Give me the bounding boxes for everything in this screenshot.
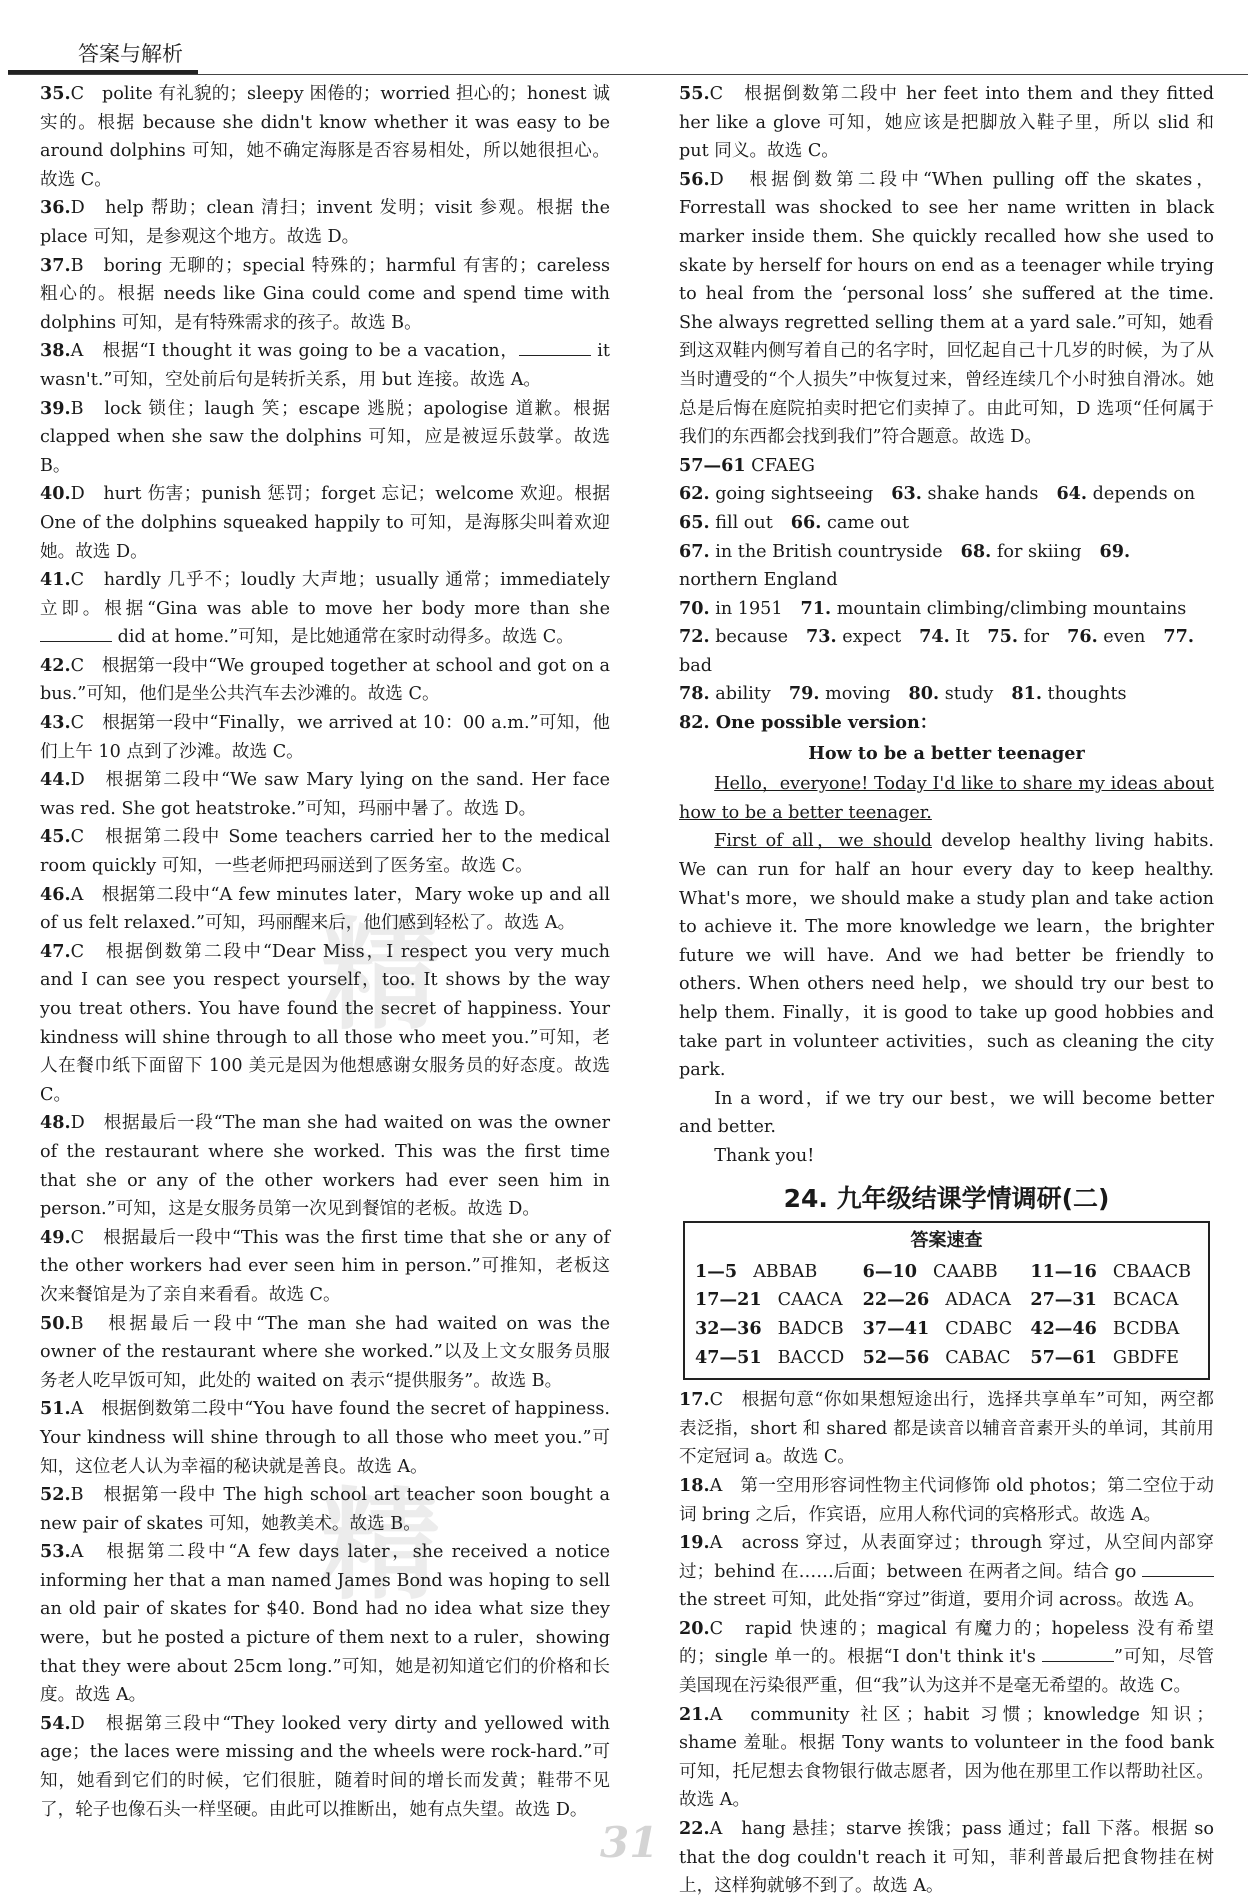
answer-blank <box>1142 1560 1214 1577</box>
answer-letters: ADACA <box>945 1290 1011 1311</box>
item-number: 55. <box>679 83 710 104</box>
fill-answer <box>801 599 1187 619</box>
fill-text: CFAEG <box>751 455 815 476</box>
answer-item <box>40 652 610 709</box>
header-title: 答案与解析 <box>78 42 183 66</box>
item-text: A 根据第二段中“A few minutes later，Mary woke up and all of us felt relaxed.”可知，玛丽醒来后，他们感到轻松了。故选 A。 <box>40 884 610 934</box>
answer-range: 11—16 <box>1030 1260 1097 1282</box>
answer-letters: BADCB <box>777 1318 844 1339</box>
answer-letters: CABAC <box>945 1347 1011 1368</box>
item-text: B 根据第一段中 The high school art teacher soon bought a new pair of skates 可知，她教美术。故选 B。 <box>40 1485 610 1534</box>
answer-blank <box>40 625 112 642</box>
fill-text: bad <box>679 655 713 676</box>
fill-number: 63. <box>891 483 922 505</box>
answer-letters: ABBAB <box>753 1261 818 1282</box>
fill-line <box>679 538 1214 595</box>
fill-text: going sightseeing <box>715 484 874 505</box>
answer-cell <box>863 1315 1031 1344</box>
fill-line <box>679 595 1214 624</box>
fill-number: 79. <box>788 683 820 705</box>
essay-paragraph <box>679 827 1214 1084</box>
answer-cell <box>1030 1315 1198 1344</box>
item-text: B 根据最后一段中“The man she had waited on was the owner of the restaurant where she worked.”以及上文女服务员服务老人吃早饭可知，此处的 waited on 表示“提供服务”。故选 B。 <box>40 1313 610 1391</box>
item-number: 39. <box>40 397 71 419</box>
fill-number: 75. <box>987 626 1018 648</box>
left-column <box>40 80 610 1824</box>
answer-item <box>40 938 610 1110</box>
fill-number: 81. <box>1011 683 1042 705</box>
answer-cell <box>863 1344 1031 1373</box>
answer-cell <box>1030 1286 1198 1315</box>
answer-item <box>679 1615 1214 1701</box>
fill-line <box>679 680 1214 709</box>
item-number: 42. <box>40 654 71 676</box>
fill-number: 66. <box>790 511 822 533</box>
answer-box-title: 答案速查 <box>910 1230 983 1252</box>
item-number: 20. <box>679 1617 710 1639</box>
fill-answer <box>679 513 773 533</box>
fill-text: for skiing <box>996 541 1082 562</box>
fill-answer <box>909 684 994 704</box>
fill-text: came out <box>826 512 910 533</box>
item-number: 22. <box>679 1818 710 1840</box>
answer-item <box>679 80 1214 166</box>
item-number: 44. <box>40 769 71 791</box>
section-title: 24. 九年级结课学情调研(二) <box>783 1183 1110 1213</box>
fill-number: 65. <box>679 511 710 533</box>
answer-item <box>40 1481 610 1538</box>
item-text: A community 社区；habit 习惯；knowledge 知识；shame 羞耻。根据 Tony wants to volunteer in the food bank 可知，托尼想去食物银行做志愿者，因为他在那里工作以帮助社区。故选 A。 <box>679 1704 1214 1811</box>
item-number: 40. <box>40 483 71 505</box>
item-text: C 根据最后一段中“This was the first time that she or any of the other workers had ever seen him in person.”可推知，老板这次来餐馆是为了亲自来看看。故选 C。 <box>40 1227 610 1305</box>
fill-answers <box>679 452 1214 709</box>
item-number: 21. <box>679 1703 710 1725</box>
essay-p2b: develop healthy living habits. We can run for half an hour every day to keep healthy. What's more，we should make a study plan and take action to achieve it. The more knowledge we learn，the brighter future we will have. And we had better be friendly to others. When others need help，we should try our best to help them. Finally，it is good to take up good hobbies and take part in volunteer activities，such as cleaning the city park. <box>679 831 1214 1081</box>
answer-letters: BACCD <box>777 1347 845 1368</box>
answer-item <box>40 709 610 766</box>
fill-answer <box>679 684 771 704</box>
fill-text: even <box>1103 627 1146 648</box>
item-number: 47. <box>40 940 71 962</box>
item-text: C rapid 快速的；magical 有魔力的；hopeless 没有希望的；single 单一的。根据“I don't think it's ”可知，尽管美国现在污染很严重，但“我”认为这并不是毫无希望的。故选 C。 <box>679 1618 1214 1697</box>
item-text: C 根据第二段中 Some teachers carried her to the medical room quickly 可知，一些老师把玛丽送到了医务室。故选 C。 <box>40 827 610 877</box>
item-text: A 根据倒数第二段中“You have found the secret of happiness. Your kindness will shine through to all those who meet you.”可知，这位老人认为幸福的秘诀就是善良。故选 A。 <box>40 1399 610 1477</box>
item-text: A 根据第二段中“A few days later，she received a notice informing her that a man named James Bond was hoping to sell an old pair of skates for $40. Bond had no idea what size they were，but he posted a picture of them next to a ruler，showing that they were about 25cm long.”可知，她是初知道它们的价格和长度。故选 A。 <box>40 1542 610 1706</box>
item-text: D hurt 伤害；punish 惩罚；forget 忘记；welcome 欢迎。根据 One of the dolphins squeaked happily to 可知，是海豚尖叫着欢迎她。故选 D。 <box>40 484 610 562</box>
essay-title: How to be a better teenager <box>808 742 1085 764</box>
answer-item <box>679 1472 1214 1529</box>
answer-item <box>40 480 610 566</box>
item-text: C 根据第一段中“We grouped together at school and got on a bus.”可知，他们是坐公共汽车去沙滩的。故选 C。 <box>40 655 610 705</box>
essay-label: 82. One possible version： <box>679 712 938 734</box>
answer-cell <box>695 1344 863 1373</box>
answer-letters: GBDFE <box>1112 1347 1180 1368</box>
item-text: C 根据句意“你如果想短途出行，选择共享单车”可知，两空都表泛指，short 和 shared 都是读音以辅音音素开头的单词，其前用不定冠词 a。故选 C。 <box>679 1390 1214 1468</box>
fill-number: 62. <box>679 483 710 505</box>
answer-range: 37—41 <box>862 1317 930 1339</box>
fill-line <box>679 509 1214 538</box>
fill-answer <box>961 542 1082 562</box>
answer-item <box>40 566 610 652</box>
fill-text: thoughts <box>1047 684 1127 705</box>
item-number: 36. <box>40 197 71 219</box>
fill-text: ability <box>715 684 771 705</box>
answer-item <box>40 1224 610 1310</box>
fill-number: 77. <box>1163 626 1195 648</box>
essay-paragraph: Thank you! <box>714 1145 815 1166</box>
item-text: C polite 有礼貌的；sleepy 困倦的；worried 担心的；honest 诚实的。根据 because she didn't know whether it was easy to be around dolphins 可知，她不确定海豚是否容易相处，所以她很担心。故选 C。 <box>40 84 610 190</box>
answer-item <box>40 1538 610 1710</box>
item-number: 56. <box>679 168 710 190</box>
essay-p1: Hello，everyone! Today I'd like to share my ideas about how to be a better teenager. <box>679 774 1214 823</box>
item-text: A 根据“I thought it was going to be a vacation， it wasn't.”可知，空处前后句是转折关系，用 but 连接。故选 A。 <box>40 341 611 390</box>
answer-range: 17—21 <box>695 1289 762 1311</box>
item-number: 45. <box>40 826 71 848</box>
answer-item <box>40 194 610 251</box>
fill-text: because <box>715 627 788 648</box>
essay-paragraph: In a word，if we try our best，we will become better and better. <box>679 1088 1214 1138</box>
fill-answer <box>1011 684 1126 704</box>
answer-range: 47—51 <box>695 1346 762 1368</box>
answer-letters: CAACA <box>777 1290 843 1311</box>
answer-cell <box>695 1258 863 1287</box>
answer-range: 57—61 <box>1030 1346 1097 1368</box>
item-text: D 根据第三段中“They looked very dirty and yellowed with age；the laces were missing and the wheels were rock-hard.”可知，她看到它们的时候，它们很脏，随着时间的增长而发黄；鞋带不见了，轮子也像石头一样坚硬。由此可以推断出，她有点失望。故选 D。 <box>40 1713 610 1820</box>
answer-item <box>40 1395 610 1481</box>
item-text: C 根据倒数第二段中 her feet into them and they fitted her like a glove 可知，她应该是把脚放入鞋子里，所以 slid 和 put 同义。故选 C。 <box>679 84 1214 162</box>
item-number: 18. <box>679 1474 710 1496</box>
fill-number: 74. <box>919 626 950 648</box>
fill-answer <box>791 513 909 533</box>
fill-line <box>679 623 1214 680</box>
answer-blank <box>1042 1645 1114 1662</box>
fill-answer <box>789 684 891 704</box>
fill-text: shake hands <box>927 484 1039 505</box>
item-number: 43. <box>40 712 71 734</box>
item-number: 51. <box>40 1398 71 1420</box>
answer-grid <box>695 1258 1198 1372</box>
right-column <box>679 80 1214 1901</box>
watermark-top: 精 <box>320 907 450 1046</box>
item-number: 49. <box>40 1226 71 1248</box>
item-number: 41. <box>40 569 71 591</box>
fill-number: 76. <box>1067 626 1098 648</box>
answer-letters: BCDBA <box>1112 1318 1180 1339</box>
fill-text: depends on <box>1092 484 1196 505</box>
answer-item <box>679 1701 1214 1815</box>
item-number: 37. <box>40 254 71 276</box>
header-rule <box>8 74 1248 75</box>
answer-cell <box>695 1315 863 1344</box>
answer-item <box>40 1310 610 1396</box>
fill-number: 78. <box>679 683 710 705</box>
answer-item <box>679 166 1214 452</box>
fill-number: 71. <box>800 597 832 619</box>
answer-letters: BCACA <box>1112 1290 1179 1311</box>
answer-range: 42—46 <box>1030 1317 1097 1339</box>
fill-answer <box>679 627 788 647</box>
answer-cell <box>863 1286 1031 1315</box>
fill-line <box>679 452 1214 481</box>
answer-item <box>40 1109 610 1223</box>
item-text: C 根据倒数第二段中“Dear Miss，I respect you very much and I can see you respect yourself，too. It shows by the way you treat others. You have found the secret of happiness. Your kindness will shine through to all those who meet you.”可知，老人在餐巾纸下面留下 100 美元是因为他想感谢女服务员的好态度。故选 C。 <box>40 941 610 1105</box>
item-number: 17. <box>679 1389 710 1411</box>
answer-item <box>40 252 610 338</box>
page-number: 31 <box>600 1818 659 1867</box>
answer-item <box>40 337 610 394</box>
fill-line <box>679 480 1214 509</box>
fill-number: 57—61 <box>679 454 746 476</box>
fill-text: It <box>955 627 970 648</box>
item-number: 48. <box>40 1112 71 1134</box>
fill-answer <box>1067 627 1145 647</box>
fill-number: 64. <box>1056 483 1088 505</box>
answer-item <box>40 881 610 938</box>
model-essay <box>679 709 1214 1171</box>
answer-item <box>679 1815 1214 1901</box>
fill-text: in the British countryside <box>715 541 943 562</box>
fill-text: fill out <box>715 512 773 533</box>
answer-item <box>40 823 610 880</box>
answer-range: 6—10 <box>862 1260 917 1282</box>
answer-box <box>683 1221 1210 1380</box>
fill-number: 72. <box>679 626 710 648</box>
fill-answer <box>1056 484 1195 504</box>
page-header <box>8 28 1248 78</box>
fill-number: 80. <box>908 683 940 705</box>
fill-number: 70. <box>679 597 710 619</box>
answer-range: 27—31 <box>1030 1289 1097 1311</box>
answer-item <box>40 395 610 481</box>
fill-number: 67. <box>679 540 710 562</box>
item-text: D help 帮助；clean 清扫；invent 发明；visit 参观。根据 the place 可知，是参观这个地方。故选 D。 <box>40 198 610 247</box>
fill-text: in 1951 <box>715 598 783 619</box>
answer-letters: CDABC <box>945 1318 1013 1339</box>
answer-cell <box>863 1258 1031 1287</box>
fill-number: 68. <box>960 540 992 562</box>
item-number: 52. <box>40 1484 71 1506</box>
answer-cell <box>1030 1344 1198 1373</box>
item-text: D 根据第二段中“We saw Mary lying on the sand. Her face was red. She got heatstroke.”可知，玛丽中暑了。故选 D。 <box>40 770 610 819</box>
item-text: B lock 锁住；laugh 笑；escape 逃脱；apologise 道歉。根据 clapped when she saw the dolphins 可知，应是被逗乐鼓掌。故选 B。 <box>40 398 610 476</box>
answer-range: 1—5 <box>695 1260 738 1282</box>
answer-cell <box>695 1286 863 1315</box>
item-number: 46. <box>40 883 71 905</box>
answer-item <box>679 1529 1214 1615</box>
fill-number: 73. <box>806 626 837 648</box>
item-text: B boring 无聊的；special 特殊的；harmful 有害的；careless 粗心的。根据 needs like Gina could come and spend time with dolphins 可知，是有特殊需求的孩子。故选 B。 <box>40 255 610 333</box>
fill-answer <box>806 627 901 647</box>
item-number: 19. <box>679 1532 710 1554</box>
fill-answer <box>919 627 969 647</box>
fill-number: 69. <box>1099 540 1131 562</box>
item-number: 38. <box>40 340 71 362</box>
item-number: 53. <box>40 1541 71 1563</box>
fill-answer <box>679 484 873 504</box>
answer-range: 22—26 <box>862 1289 930 1311</box>
item-text: D 根据最后一段“The man she had waited on was the owner of the restaurant where she worked. This was the first time that she or any of the other workers had ever seen him in person.”可知，这是女服务员第一次见到餐馆的老板。故选 D。 <box>40 1113 610 1220</box>
fill-text: expect <box>842 627 902 648</box>
item-text: A hang 悬挂；starve 挨饿；pass 通过；fall 下落。根据 so that the dog couldn't reach it 可知，菲利普最后把食物挂在树上，这样狗就够不到了。故选 A。 <box>679 1819 1214 1897</box>
fill-answer <box>679 456 815 476</box>
answer-range: 52—56 <box>862 1346 930 1368</box>
answer-blank <box>519 339 591 356</box>
answer-letters: CBAACB <box>1112 1261 1192 1282</box>
item-text: C hardly 几乎不；loudly 大声地；usually 通常；immediately 立即。根据“Gina was able to move her body more than she did at home.”可知，是比她通常在家时动得多。故选 C。 <box>40 570 610 648</box>
fill-text: for <box>1023 627 1050 648</box>
watermark-bottom: 精 <box>320 1477 450 1616</box>
answer-letters: CAABB <box>932 1261 998 1282</box>
fill-text: northern England <box>679 570 838 591</box>
essay-p2a: First of all，we should <box>714 831 932 852</box>
answer-item <box>679 1386 1214 1472</box>
item-text: C 根据第一段中“Finally，we arrived at 10：00 a.m.”可知，他们上午 10 点到了沙滩。故选 C。 <box>40 713 610 762</box>
fill-answer <box>891 484 1038 504</box>
fill-text: study <box>944 684 994 705</box>
answer-range: 32—36 <box>695 1317 762 1339</box>
fill-text: mountain climbing/climbing mountains <box>836 598 1187 619</box>
answer-item <box>40 766 610 823</box>
fill-answer <box>679 542 943 562</box>
fill-text: moving <box>825 684 891 705</box>
fill-answer <box>679 599 783 619</box>
item-number: 50. <box>40 1312 71 1334</box>
item-number: 35. <box>40 83 71 104</box>
answer-cell <box>1030 1258 1198 1287</box>
fill-answer <box>987 627 1049 647</box>
item-text: A 第一空用形容词性物主代词修饰 old photos；第二空位于动词 bring 之后，作宾语，应用人称代词的宾格形式。故选 A。 <box>679 1475 1214 1525</box>
essay-paragraph <box>679 770 1214 827</box>
item-number: 54. <box>40 1712 71 1734</box>
item-text: D 根据倒数第二段中“When pulling off the skates，Forrestall was shocked to see her name written in black marker inside them. She quickly recalled how she used to skate by herself for hours on end as a teenager while trying to heal from the ‘personal loss’ she suffered at the time. She always regretted selling them at a yard sale.”可知，她看到这双鞋内侧写着自己的名字时，回忆起自己十几岁的时候，为了从当时遭受的“个人损失”中恢复过来，曾经连续几个小时独自滑冰。她总是后悔在庭院拍卖时把它们卖掉了。由此可知，D 选项“任何属于我们的东西都会找到我们”符合题意。故选 D。 <box>679 169 1214 448</box>
item-text: A across 穿过，从表面穿过；through 穿过，从空间内部穿过；behind 在……后面；between 在两者之间。结合 go the street 可知，此处指“穿过”街道，要用介词 across。故选 A。 <box>679 1533 1214 1611</box>
answer-item <box>40 80 610 194</box>
answer-item <box>40 1710 610 1824</box>
